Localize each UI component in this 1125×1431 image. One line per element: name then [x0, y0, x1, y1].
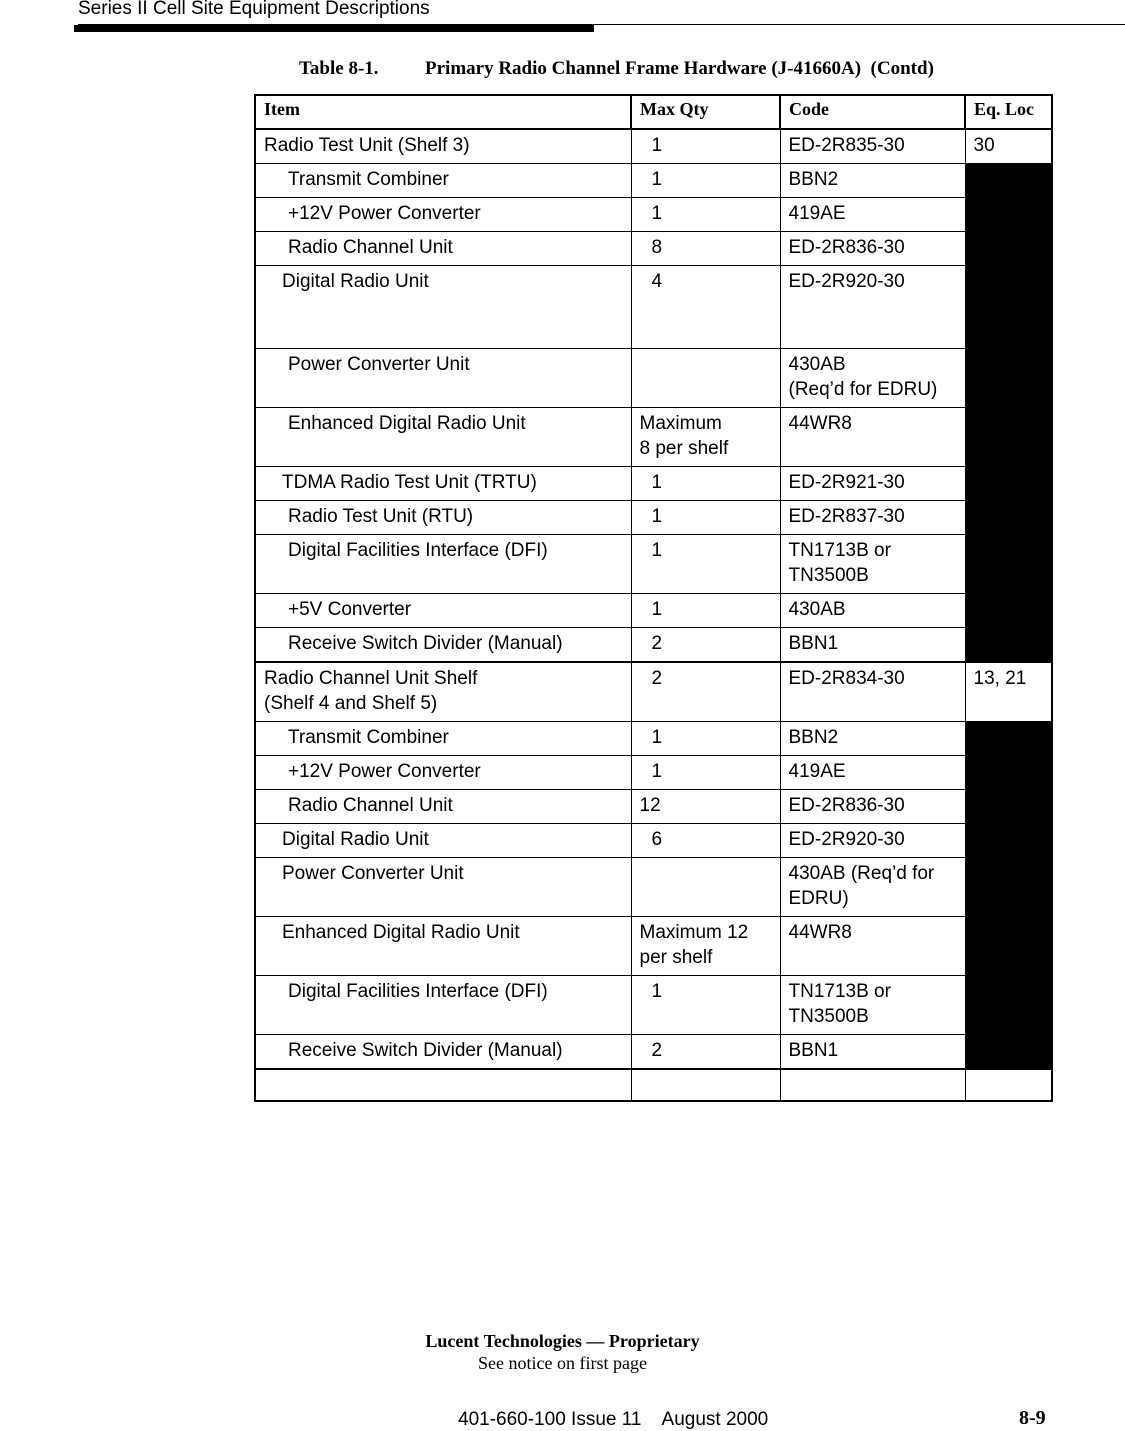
code-cell: 430AB (Req’d for EDRU) — [780, 349, 965, 408]
code-cell: TN1713B or TN3500B — [780, 535, 965, 594]
table-row — [255, 790, 1052, 824]
table-header-row — [255, 95, 1052, 129]
qty-cell: 8 — [631, 232, 780, 266]
footer-notice: See notice on first page — [478, 1353, 647, 1373]
code-cell: 44WR8 — [780, 917, 965, 976]
table-row — [255, 662, 1052, 722]
item-cell: Digital Radio Unit — [255, 824, 631, 858]
code-cell: ED-2R834-30 — [780, 662, 965, 722]
item-cell: Enhanced Digital Radio Unit — [255, 917, 631, 976]
table-row — [255, 164, 1052, 198]
qty-cell: 1 — [631, 164, 780, 198]
qty-cell: 1 — [631, 756, 780, 790]
code-cell: ED-2R920-30 — [780, 266, 965, 349]
col-header-eq-loc: Eq. Loc — [965, 95, 1052, 129]
footer-company: Lucent Technologies — Proprietary — [425, 1331, 700, 1351]
col-header-code: Code — [780, 95, 965, 129]
table-title: Primary Radio Channel Frame Hardware (J-41660A) (Contd) — [425, 58, 934, 79]
qty-cell: 1 — [631, 198, 780, 232]
table-row — [255, 467, 1052, 501]
loc-cell: 13, 21 — [965, 662, 1052, 722]
code-cell: TN1713B or TN3500B — [780, 976, 965, 1035]
code-cell: ED-2R920-30 — [780, 824, 965, 858]
qty-cell — [631, 349, 780, 408]
item-cell: Receive Switch Divider (Manual) — [255, 628, 631, 663]
table-row — [255, 232, 1052, 266]
code-cell: BBN2 — [780, 164, 965, 198]
table-row — [255, 535, 1052, 594]
qty-cell: 2 — [631, 1035, 780, 1070]
qty-cell: Maximum 8 per shelf — [631, 408, 780, 467]
table-row — [255, 722, 1052, 756]
col-header-item: Item — [255, 95, 631, 129]
table-caption — [299, 58, 934, 80]
item-cell: Transmit Combiner — [255, 722, 631, 756]
empty-cell — [780, 1069, 965, 1101]
qty-cell: 1 — [631, 467, 780, 501]
table-row — [255, 858, 1052, 917]
item-cell: Receive Switch Divider (Manual) — [255, 1035, 631, 1070]
running-header: Series II Cell Site Equipment Descriptions — [78, 0, 430, 19]
header-bar — [74, 25, 594, 32]
qty-cell: 1 — [631, 722, 780, 756]
code-cell: ED-2R835-30 — [780, 129, 965, 164]
page-number: 8-9 — [1019, 1407, 1046, 1429]
table-row — [255, 594, 1052, 628]
code-cell: ED-2R921-30 — [780, 467, 965, 501]
item-cell: Digital Facilities Interface (DFI) — [255, 535, 631, 594]
empty-cell — [255, 1069, 631, 1101]
qty-cell: 1 — [631, 976, 780, 1035]
item-cell: +5V Converter — [255, 594, 631, 628]
qty-cell: 1 — [631, 594, 780, 628]
qty-cell: 1 — [631, 501, 780, 535]
qty-cell: 6 — [631, 824, 780, 858]
item-cell: +12V Power Converter — [255, 198, 631, 232]
code-cell: ED-2R836-30 — [780, 232, 965, 266]
table-row — [255, 976, 1052, 1035]
item-cell: Radio Test Unit (RTU) — [255, 501, 631, 535]
code-cell: BBN2 — [780, 722, 965, 756]
table-number: Table 8-1. — [299, 58, 379, 79]
table-row — [255, 129, 1052, 164]
table-row — [255, 349, 1052, 408]
table-row — [255, 501, 1052, 535]
qty-cell: 12 — [631, 790, 780, 824]
table-row — [255, 917, 1052, 976]
item-cell: Transmit Combiner — [255, 164, 631, 198]
table-row — [255, 1035, 1052, 1070]
item-cell: Radio Channel Unit Shelf (Shelf 4 and Shelf 5) — [255, 662, 631, 722]
qty-cell: 2 — [631, 662, 780, 722]
item-cell: Enhanced Digital Radio Unit — [255, 408, 631, 467]
item-cell: Digital Facilities Interface (DFI) — [255, 976, 631, 1035]
col-header-max-qty: Max Qty — [631, 95, 780, 129]
empty-cell — [631, 1069, 780, 1101]
eq-loc-filled-block — [965, 164, 1052, 663]
qty-cell: 1 — [631, 129, 780, 164]
item-cell: Radio Test Unit (Shelf 3) — [255, 129, 631, 164]
table-row — [255, 408, 1052, 467]
item-cell: Radio Channel Unit — [255, 232, 631, 266]
item-cell: TDMA Radio Test Unit (TRTU) — [255, 467, 631, 501]
code-cell: 430AB (Req’d for EDRU) — [780, 858, 965, 917]
footer-document-id: 401-660-100 Issue 11 August 2000 — [458, 1409, 769, 1430]
hardware-table — [254, 94, 1053, 1102]
code-cell: ED-2R836-30 — [780, 790, 965, 824]
eq-loc-filled-block — [965, 722, 1052, 1070]
code-cell: 430AB — [780, 594, 965, 628]
table-row — [255, 198, 1052, 232]
code-cell: 419AE — [780, 198, 965, 232]
item-cell: Digital Radio Unit — [255, 266, 631, 349]
table-row — [255, 628, 1052, 663]
table-empty-row — [255, 1069, 1052, 1101]
qty-cell: Maximum 12 per shelf — [631, 917, 780, 976]
table-row — [255, 824, 1052, 858]
qty-cell: 2 — [631, 628, 780, 663]
table-row — [255, 756, 1052, 790]
qty-cell: 4 — [631, 266, 780, 349]
qty-cell: 1 — [631, 535, 780, 594]
loc-cell: 30 — [965, 129, 1052, 164]
item-cell: Radio Channel Unit — [255, 790, 631, 824]
code-cell: BBN1 — [780, 1035, 965, 1070]
item-cell: +12V Power Converter — [255, 756, 631, 790]
code-cell: 44WR8 — [780, 408, 965, 467]
qty-cell — [631, 858, 780, 917]
code-cell: BBN1 — [780, 628, 965, 663]
code-cell: ED-2R837-30 — [780, 501, 965, 535]
empty-cell — [965, 1069, 1052, 1101]
code-cell: 419AE — [780, 756, 965, 790]
table-row — [255, 266, 1052, 349]
item-cell: Power Converter Unit — [255, 858, 631, 917]
item-cell: Power Converter Unit — [255, 349, 631, 408]
